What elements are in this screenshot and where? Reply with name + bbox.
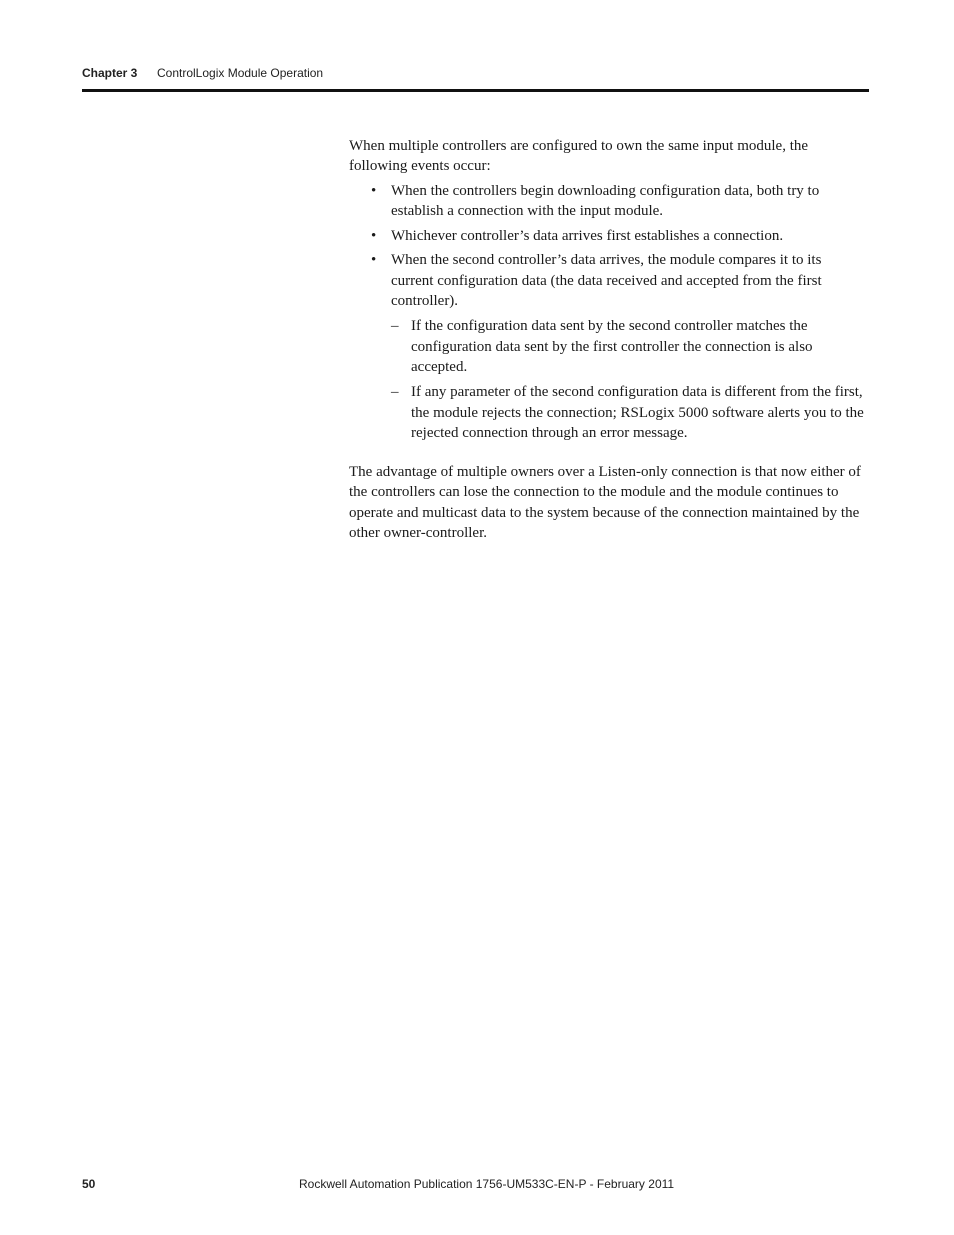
chapter-title: ControlLogix Module Operation <box>157 66 324 80</box>
intro-paragraph: When multiple controllers are configured to own the same input module, the following events occur: <box>349 138 809 175</box>
sub-list-item-text: If any parameter of the second configuration data is different from the first, the module rejects the connection; RSLogix 5000 software alerts you to the rejected connection through an error message. <box>411 384 864 441</box>
main-content <box>349 136 864 543</box>
list-item <box>349 181 864 222</box>
dash-icon: – <box>391 318 399 335</box>
page-header <box>82 66 868 80</box>
conclusion-paragraph: The advantage of multiple owners over a Listen-only connection is that now either of the controllers can lose the connection to the module and the module continues to operate and multicast data to the system because of the connection maintained by the other owner-controller. <box>349 464 861 542</box>
bullet-icon: • <box>371 252 377 269</box>
sub-list-item-text: If the configuration data sent by the second controller matches the configuration data sent by the first controller the connection is also accepted. <box>411 318 813 375</box>
sub-list <box>391 316 864 443</box>
list-item <box>349 226 864 246</box>
list-item-text: When the controllers begin downloading configuration data, both try to establish a connection with the input module. <box>391 182 820 219</box>
dash-icon: – <box>391 384 399 401</box>
header-divider <box>82 89 869 92</box>
bullet-icon: • <box>371 227 377 244</box>
publication-info: Rockwell Automation Publication 1756-UM533C-EN-P - February 2011 <box>299 1177 675 1191</box>
list-item <box>349 250 864 443</box>
sub-list-item <box>391 382 864 443</box>
sub-list-item <box>391 316 864 377</box>
list-item-text: Whichever controller’s data arrives first establishes a connection. <box>391 227 784 244</box>
bullet-icon: • <box>371 182 377 199</box>
event-list <box>349 181 864 444</box>
page-number: 50 <box>82 1177 96 1191</box>
chapter-label: Chapter 3 <box>82 66 138 80</box>
list-item-text: When the second controller’s data arrives, the module compares it to its current configuration data (the data received and accepted from the first controller). <box>391 252 822 310</box>
